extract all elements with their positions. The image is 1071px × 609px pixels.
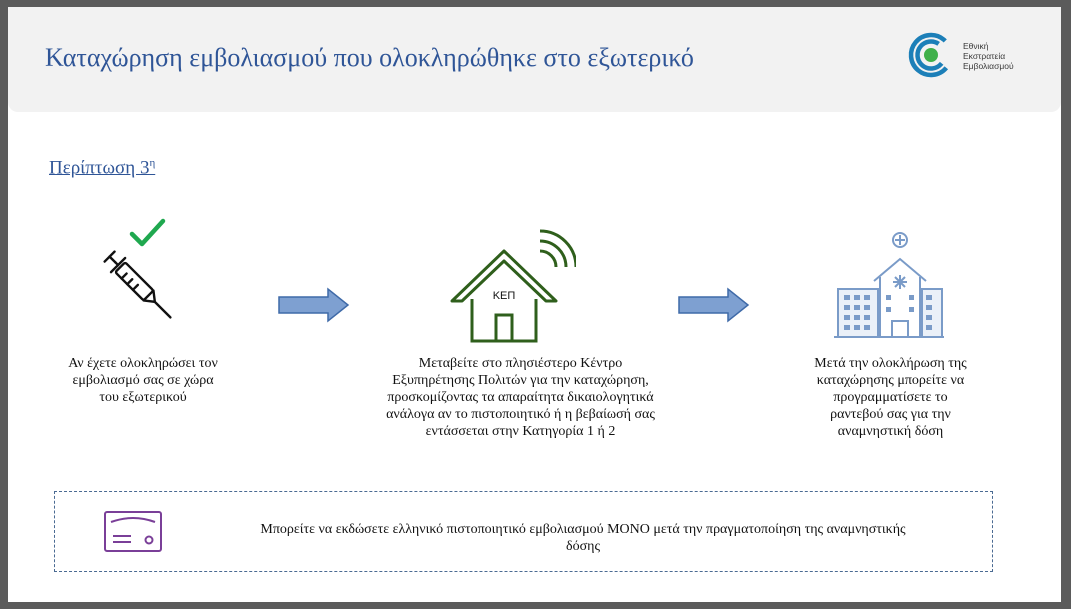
page-title: Καταχώρηση εμβολιασμού που ολοκληρώθηκε στο εξωτερικό [45,43,694,72]
text-line: Μετά την ολοκλήρωση της [814,356,967,371]
campaign-logo-icon [908,32,954,78]
text-line: ανάλογα αν το πιστοποιητικό ή η βεβαίωσή σας [386,407,655,422]
case-ordinal: η [149,157,156,169]
step-1-text [38,355,248,406]
kep-label: ΚΕΠ [492,290,516,302]
arrow-right-icon [678,287,750,323]
slide [8,7,1061,602]
text-line: Μεταβείτε στο πλησιέστερο Κέντρο [418,356,623,371]
header-bar [8,7,1061,112]
note-text [188,521,978,555]
text-line: αναμνηστική δόση [837,424,944,439]
logo-line: Εμβολιασμού [963,61,1014,71]
logo-text [963,41,1014,71]
case-heading [49,157,155,179]
text-line: δόσης [565,539,600,554]
case-label: Περίπτωση 3 [49,157,150,179]
text-line: Αν έχετε ολοκληρώσει τον [68,356,218,371]
text-line: εντάσσεται στην Κατηγορία 1 ή 2 [425,424,616,439]
certificate-icon [103,510,163,553]
text-line: προγραμματίσετε το [833,390,948,405]
syringe-check-icon [90,212,190,332]
text-line: καταχώρησης μπορείτε να [816,373,965,388]
logo-line: Εθνική [963,41,989,51]
arrow-right-icon [278,287,350,323]
text-line: προσκομίζοντας τα απαραίτητα δικαιολογητικά [387,390,654,405]
step-3-text [768,355,1013,440]
text-line: εμβολιασμό σας σε χώρα [72,373,214,388]
logo-line: Εκστρατεία [963,51,1006,61]
step-2-text [348,355,693,440]
text-line: ραντεβού σας για την [830,407,951,422]
text-line: Μπορείτε να εκδώσετε ελληνικό πιστοποιητικό εμβολιασμού ΜΟΝΟ μετά την πραγματοποίηση της αναμνηστικής [260,522,906,537]
hospital-icon [834,229,944,341]
kep-house-icon [446,229,576,344]
text-line: του εξωτερικού [99,390,187,405]
text-line: Εξυπηρέτησης Πολιτών για την καταχώρηση, [392,373,649,388]
